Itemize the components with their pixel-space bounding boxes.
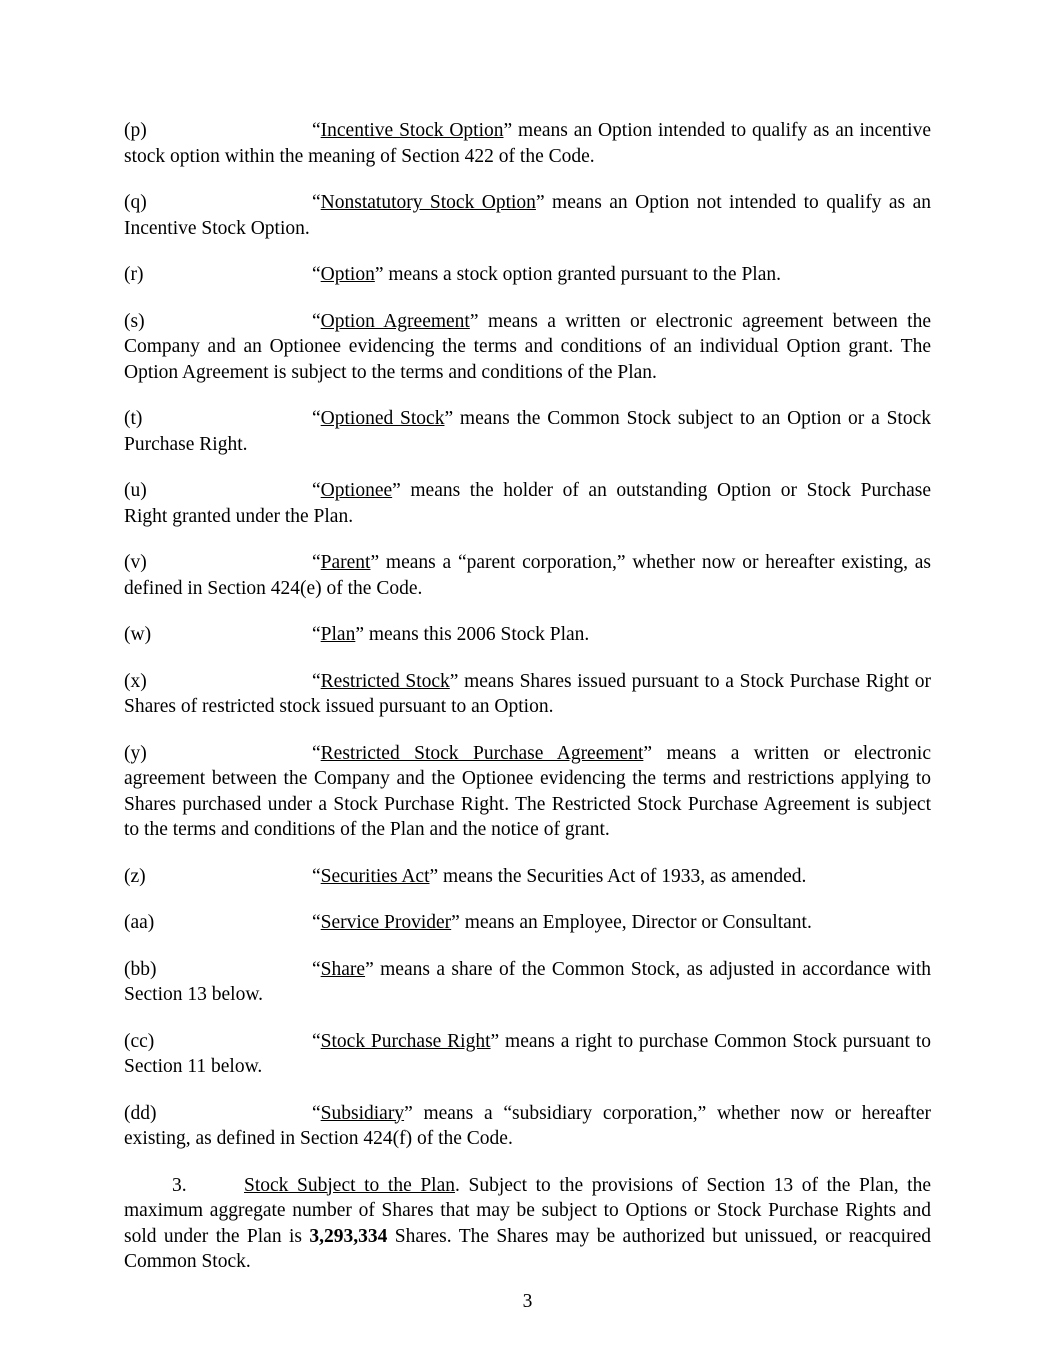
definition-term: Parent <box>320 552 371 573</box>
section-number: 3. <box>172 1174 187 1196</box>
definition-term: Restricted Stock Purchase Agreement <box>320 742 644 764</box>
definition-marker: (z) <box>124 865 146 887</box>
definition-marker: (cc) <box>124 1030 155 1052</box>
definition-marker-wrap <box>124 309 312 335</box>
section-text-part2: Shares. The Shares may be authorized but unissued, or reacquired Common Stock. <box>124 1225 931 1272</box>
quote-open: “ <box>312 958 321 980</box>
definition-marker-wrap <box>124 118 312 144</box>
definition-marker: (y) <box>124 742 147 764</box>
quote-open: “ <box>312 120 321 141</box>
definition-term: Optionee <box>320 480 393 501</box>
definition-term: Service Provider <box>320 912 452 933</box>
definition-term: Optioned Stock <box>320 408 445 429</box>
definition-item <box>124 190 931 241</box>
quote-open: “ <box>312 912 321 933</box>
definition-marker: (p) <box>124 120 147 141</box>
definition-marker-wrap <box>124 1101 312 1127</box>
definition-marker: (q) <box>124 192 147 213</box>
quote-open: “ <box>312 552 321 573</box>
definition-text: ” means an Option not intended to qualify as an Incentive Stock Option. <box>124 192 931 239</box>
definition-marker-wrap <box>124 864 312 890</box>
definition-text: ” means this 2006 Stock Plan. <box>355 624 590 645</box>
definition-item <box>124 669 931 720</box>
definition-marker-wrap <box>124 190 312 216</box>
definition-term: Share <box>320 958 366 980</box>
definition-term: Option Agreement <box>320 310 470 332</box>
definition-item <box>124 118 931 169</box>
definition-text: ” means a written or electronic agreement between the Company and the Optionee evidencing the terms and restrictions applying to Shares purchased under a Stock Purchase Right. The Restricted Stock Purchase Agreement is subject to the terms and conditions of the Plan and the notice of grant. <box>124 742 931 840</box>
definition-item <box>124 309 931 386</box>
section-share-amount: 3,293,334 <box>309 1225 388 1247</box>
quote-open: “ <box>312 408 321 429</box>
definition-text: ” means the holder of an outstanding Option or Stock Purchase Right granted under the Plan. <box>124 480 931 527</box>
quote-open: “ <box>312 480 321 501</box>
section-heading: Stock Subject to the Plan <box>244 1174 456 1196</box>
definition-item <box>124 262 931 288</box>
definition-marker: (u) <box>124 480 147 501</box>
definition-text: ” means a share of the Common Stock, as adjusted in accordance with Section 13 below. <box>124 958 931 1005</box>
definition-marker: (v) <box>124 552 147 573</box>
definition-marker: (x) <box>124 670 147 692</box>
section-text-part1: . Subject to the provisions of Section 13 of the Plan, the maximum aggregate number of Shares that may be subject to Options or Stock Purchase Rights and sold under the Plan is <box>124 1174 931 1247</box>
definition-marker-wrap <box>124 622 312 648</box>
definition-item <box>124 957 931 1008</box>
quote-open: “ <box>312 1030 321 1052</box>
definition-marker: (r) <box>124 264 144 285</box>
definition-item <box>124 864 931 890</box>
definition-marker: (bb) <box>124 958 157 980</box>
definition-marker: (s) <box>124 310 145 332</box>
definition-item <box>124 1029 931 1080</box>
definition-text: ” means a “parent corporation,” whether now or hereafter existing, as defined in Section 424(e) of the Code. <box>124 552 931 599</box>
section-paragraph <box>124 1173 931 1275</box>
definition-text: ” means the Securities Act of 1933, as amended. <box>429 865 807 887</box>
quote-open: “ <box>312 624 321 645</box>
quote-open: “ <box>312 742 321 764</box>
definition-marker: (aa) <box>124 912 155 933</box>
definition-text: ” means the Common Stock subject to an Option or a Stock Purchase Right. <box>124 408 931 455</box>
definition-marker-wrap <box>124 957 312 983</box>
definition-marker-wrap <box>124 910 312 936</box>
definition-item <box>124 910 931 936</box>
definition-text: ” means Shares issued pursuant to a Stock Purchase Right or Shares of restricted stock issued pursuant to an Option. <box>124 670 931 717</box>
definition-item <box>124 1101 931 1152</box>
definition-text: ” means a right to purchase Common Stock pursuant to Section 11 below. <box>124 1030 931 1077</box>
definition-marker-wrap <box>124 550 312 576</box>
definitions-list <box>124 118 931 1152</box>
quote-open: “ <box>312 670 321 692</box>
definition-marker-wrap <box>124 262 312 288</box>
definition-marker-wrap <box>124 741 312 767</box>
quote-open: “ <box>312 310 321 332</box>
definition-text: ” means an Employee, Director or Consultant. <box>451 912 812 933</box>
definition-item <box>124 622 931 648</box>
definition-marker: (dd) <box>124 1102 157 1124</box>
definition-text: ” means an Option intended to qualify as an incentive stock option within the meaning of Section 422 of the Code. <box>124 120 931 167</box>
quote-open: “ <box>312 1102 321 1124</box>
definition-term: Incentive Stock Option <box>320 120 504 141</box>
definition-term: Restricted Stock <box>320 670 450 692</box>
definition-marker-wrap <box>124 406 312 432</box>
definition-text: ” means a written or electronic agreement between the Company and an Optionee evidencing the terms and conditions of an individual Option grant. The Option Agreement is subject to the terms and conditions of the Plan. <box>124 310 931 383</box>
definition-term: Stock Purchase Right <box>320 1030 491 1052</box>
definition-item <box>124 741 931 843</box>
definition-marker-wrap <box>124 478 312 504</box>
definition-term: Option <box>320 264 375 285</box>
definition-marker-wrap <box>124 1029 312 1055</box>
quote-open: “ <box>312 192 321 213</box>
quote-open: “ <box>312 865 321 887</box>
quote-open: “ <box>312 264 321 285</box>
definition-marker-wrap <box>124 669 312 695</box>
page-number: 3 <box>522 1291 533 1312</box>
definition-term: Plan <box>320 624 356 645</box>
definition-term: Securities Act <box>320 865 430 887</box>
definition-marker: (w) <box>124 624 152 645</box>
definition-text: ” means a stock option granted pursuant to the Plan. <box>374 264 781 285</box>
definition-item <box>124 550 931 601</box>
definition-marker: (t) <box>124 408 143 429</box>
definition-term: Nonstatutory Stock Option <box>320 192 536 213</box>
definition-term: Subsidiary <box>320 1102 405 1124</box>
definition-item <box>124 478 931 529</box>
definition-item <box>124 406 931 457</box>
definition-text: ” means a “subsidiary corporation,” whether now or hereafter existing, as defined in Section 424(f) of the Code. <box>124 1102 931 1149</box>
